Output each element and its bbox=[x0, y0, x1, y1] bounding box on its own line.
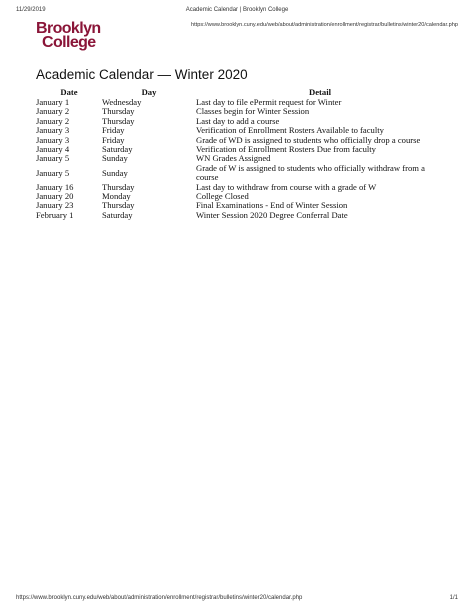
print-title: Academic Calendar | Brooklyn College bbox=[185, 7, 289, 13]
cell-date: February 1 bbox=[36, 209, 74, 220]
cell-date: January 20 bbox=[36, 191, 74, 202]
footer-url: https://www.brooklyn.cuny.edu/web/about/administration/enrollment/registrar/bulletins/winter20/calendar.php bbox=[16, 595, 303, 601]
print-header bbox=[16, 7, 458, 17]
page-url: https://www.brooklyn.cuny.edu/web/about/administration/enrollment/registrar/bulletins/winter20/calendar.php bbox=[191, 22, 458, 28]
logo-line1: Brooklyn bbox=[36, 20, 101, 37]
table-row bbox=[36, 164, 444, 183]
header-day: Day bbox=[141, 87, 157, 98]
brooklyn-college-logo[interactable] bbox=[36, 22, 114, 54]
print-date: 11/29/2019 bbox=[16, 7, 46, 13]
cell-detail: Last day to file ePermit request for Winter bbox=[196, 97, 342, 107]
cell-day: Sunday bbox=[102, 153, 128, 164]
cell-day: Sunday bbox=[102, 167, 128, 178]
cell-day: Thursday bbox=[102, 115, 135, 126]
cell-date: January 23 bbox=[36, 200, 74, 211]
cell-date: January 16 bbox=[36, 181, 74, 192]
cell-detail: Grade of W is assigned to students who officially withdraw from a course bbox=[196, 162, 425, 183]
cell-day: Thursday bbox=[102, 200, 135, 211]
cell-day: Saturday bbox=[102, 209, 133, 220]
cell-day: Monday bbox=[102, 191, 131, 202]
cell-detail: Winter Session 2020 Degree Conferral Date bbox=[196, 209, 348, 220]
print-footer bbox=[16, 595, 458, 605]
cell-date: January 3 bbox=[36, 125, 70, 136]
academic-calendar-table bbox=[36, 88, 444, 220]
cell-detail: Last day to add a course bbox=[196, 115, 280, 126]
cell-detail: Last day to withdraw from course with a grade of W bbox=[196, 181, 377, 192]
page-title: Academic Calendar — Winter 2020 bbox=[36, 67, 248, 82]
cell-date: January 5 bbox=[36, 167, 70, 178]
header-detail: Detail bbox=[309, 87, 331, 98]
cell-day: Friday bbox=[102, 125, 125, 136]
cell-day: Friday bbox=[102, 134, 125, 145]
cell-date: January 2 bbox=[36, 115, 70, 126]
cell-detail: Verification of Enrollment Rosters Available to faculty bbox=[196, 125, 384, 136]
cell-day: Saturday bbox=[102, 144, 133, 155]
cell-day: Thursday bbox=[102, 106, 135, 117]
cell-detail: Verification of Enrollment Rosters Due from faculty bbox=[196, 144, 376, 155]
cell-detail: Grade of WD is assigned to students who officially drop a course bbox=[196, 134, 421, 145]
cell-date: January 1 bbox=[36, 97, 70, 107]
cell-date: January 5 bbox=[36, 153, 70, 164]
table-row bbox=[36, 211, 444, 220]
logo-line2: College bbox=[42, 34, 96, 51]
cell-date: January 3 bbox=[36, 134, 70, 145]
cell-detail: Final Examinations - End of Winter Session bbox=[196, 200, 348, 211]
cell-day: Thursday bbox=[102, 181, 135, 192]
cell-detail: College Closed bbox=[196, 191, 249, 202]
cell-day: Wednesday bbox=[102, 97, 142, 107]
page-number: 1/1 bbox=[449, 595, 458, 601]
cell-detail: WN Grades Assigned bbox=[196, 153, 271, 164]
cell-detail: Classes begin for Winter Session bbox=[196, 106, 310, 117]
cell-date: January 2 bbox=[36, 106, 70, 117]
cell-date: January 4 bbox=[36, 144, 70, 155]
header-date: Date bbox=[60, 87, 78, 98]
